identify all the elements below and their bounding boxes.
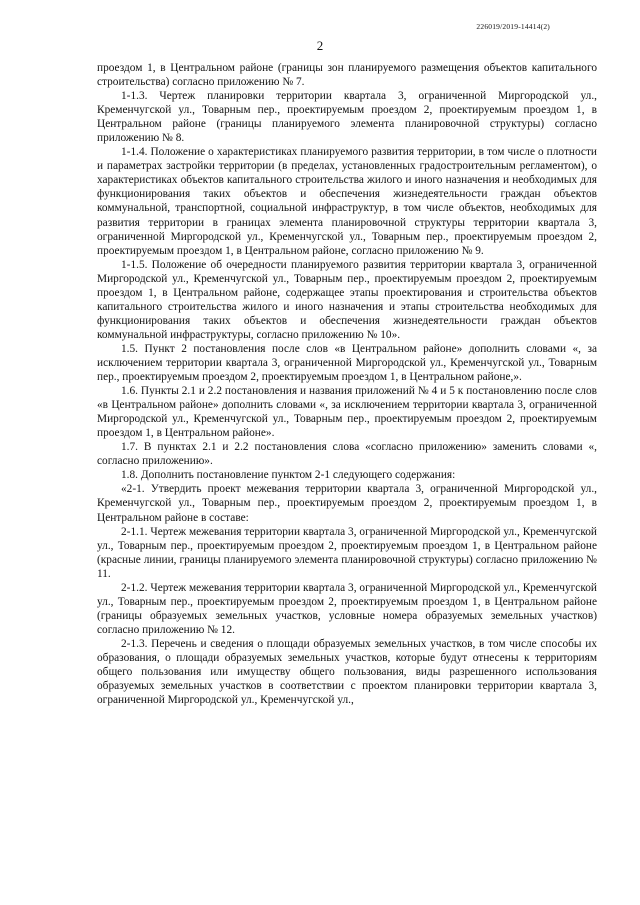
document-body — [97, 61, 597, 707]
page-number: 2 — [316, 38, 324, 53]
paragraph-1-1-5: 1-1.5. Положение об очередности планируемого развития территории квартала 3, ограниченной Миргородской ул., Кременчугской ул., Товарным пер., проектируемым проездом 2, проектируемым проездом 1, в Центральном районе, содержащее этапы проектирования и строительства объектов капитального строительства жилого и иного назначения и этапы строительства необходимых для функционирования таких объектов и обеспечения жизнедеятельности граждан объектов коммунальной инфраструктуры, согласно приложению № 10». — [97, 258, 597, 341]
paragraph-1-1-3: 1-1.3. Чертеж планировки территории квартала 3, ограниченной Миргородской ул., Кременчугской ул., Товарным пер., проектируемым проездом 2, проектируемым проездом 1, в Центральном районе (границы планируемого элемента планировочной структуры) согласно приложению № 8. — [97, 90, 597, 145]
paragraph-2-1-3: 2-1.3. Перечень и сведения о площади образуемых земельных участков, в том числе способы их образования, о площади образуемых земельных участков, которые будут отнесены к территориям общего пользования или имуществу общего пользования, виды разрешенного использования образуемых земельных участков в соответствии с проектом планировки территории квартала 3, ограниченной Миргородской ул., Кременчугской ул., — [97, 637, 597, 707]
paragraph-1-8: 1.8. Дополнить постановление пунктом 2-1 следующего содержания: — [121, 469, 456, 482]
paragraph-1-5: 1.5. Пункт 2 постановления после слов «в Центральном районе» дополнить словами «, за исключением территории квартала 3, ограниченной Миргородской ул., Кременчугской ул., Товарным пер., проектируемым проездом 2, проектируемым проездом 1, в Центральном районе,». — [97, 342, 597, 384]
paragraph-2-1-2: 2-1.2. Чертеж межевания территории квартала 3, ограниченной Миргородской ул., Кременчугской ул., Товарным пер., проектируемым проездом 2, проектируемым проездом 1, в Центральном районе (границы образуемых земельных участков, условные номера образуемых земельных участков) согласно приложению № 12. — [97, 581, 597, 636]
document-registration-number: 226019/2019-14414(2) — [476, 22, 550, 31]
paragraph-2-1: «2-1. Утвердить проект межевания территории квартала 3, ограниченной Миргородской ул., Кременчугской ул., Товарным пер., проектируемым проездом 2, проектируемым проездом 1, в Центральном районе в составе: — [97, 483, 597, 524]
paragraph-continuation: проездом 1, в Центральном районе (границы зон планируемого размещения объектов капитального строительства) согласно приложению № 7. — [97, 62, 597, 89]
paragraph-1-7: 1.7. В пунктах 2.1 и 2.2 постановления слова «согласно приложению» заменить словами «, согласно приложению». — [97, 441, 597, 468]
paragraph-1-6: 1.6. Пункты 2.1 и 2.2 постановления и названия приложений № 4 и 5 к постановлению после слов «в Центральном районе» дополнить словами «, за исключением территории квартала 3, ограниченной Миргородской ул., Кременчугской ул., Товарным пер., проектируемым проездом 2, проектируемым проездом 1, в Центральном районе». — [97, 385, 597, 440]
paragraph-1-1-4: 1-1.4. Положение о характеристиках планируемого развития территории, в том числе о плотности и параметрах застройки территории (в пределах, установленных градостроительным регламентом), о характеристиках объектов капитального строительства жилого и иного назначения и необходимых для функционирования таких объектов и обеспечения жизнедеятельности граждан объектов коммунальной, транспортной, социальной инфраструктур, в том числе объектов, необходимых для развития территории в границах элемента планировочной структуры территории квартала 3, ограниченной Миргородской ул., Кременчугской ул., Товарным пер., проектируемым проездом 2, проектируемым проездом 1, в Центральном районе, согласно приложению № 9. — [97, 146, 597, 257]
paragraph-2-1-1: 2-1.1. Чертеж межевания территории квартала 3, ограниченной Миргородской ул., Кременчугской ул., Товарным пер., проектируемым проездом 2, проектируемым проездом 1, в Центральном районе (красные линии, границы планируемого элемента планировочной структуры) согласно приложению № 11. — [97, 525, 597, 580]
